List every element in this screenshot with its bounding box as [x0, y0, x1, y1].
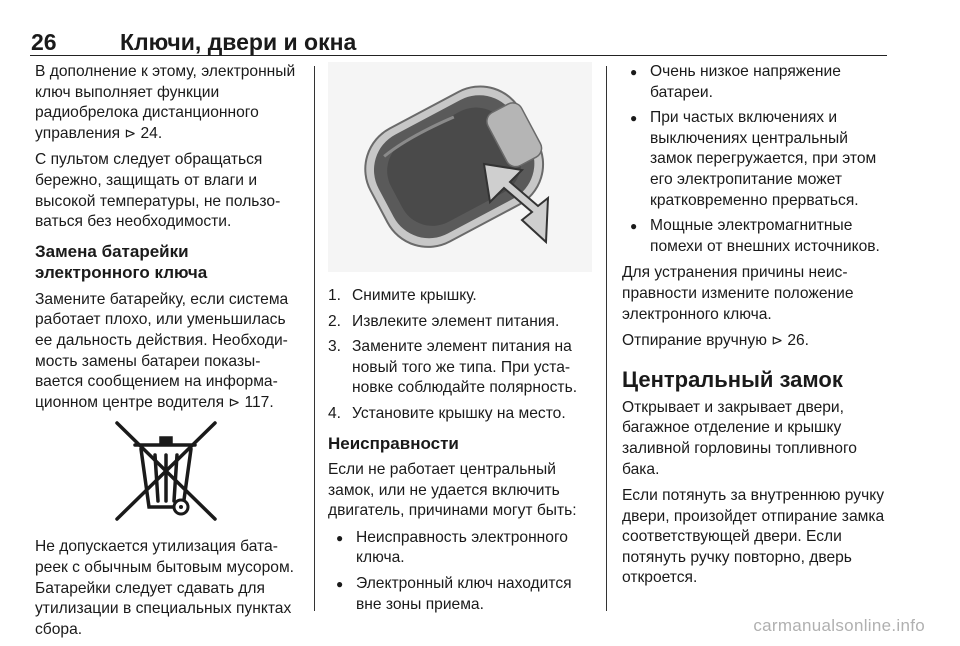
- column-2: [328, 62, 593, 621]
- column-1: [35, 62, 303, 646]
- cross-reference-icon: ⊳: [228, 394, 241, 411]
- list-item: 2. Извлеките элемент питания.: [328, 312, 560, 330]
- paragraph: Если не работает центральный замок, или не удается включить двигатель, причинами могут быть:: [328, 461, 577, 520]
- paragraph: Отпирание вручную ⊳ 26.: [622, 332, 810, 350]
- page-number: 26: [31, 29, 57, 55]
- cross-reference-page: 24.: [140, 124, 163, 142]
- crossed-out-bin-icon: [111, 419, 223, 523]
- list-item: 3. Замените элемент питания на новый того же типа. При установке соблюдайте полярность.: [328, 338, 578, 397]
- page-header: [30, 27, 887, 56]
- cross-reference-page: 117.: [244, 393, 274, 411]
- paragraph: Если потянуть за внутреннюю ручку двери, произойдет отпирание замка соответствующей двери. Если потянуть ручку повторно, дверь откроется.: [622, 487, 885, 587]
- list-item: ● Очень низкое напряжение батареи.: [622, 62, 890, 103]
- key-fob-battery-cover-illustration: [328, 62, 592, 272]
- list-item: 1. Снимите крышку.: [328, 287, 477, 304]
- page-title: Ключи, двери и окна: [120, 29, 357, 55]
- list-item: ● Электронный ключ находится вне зоны приема.: [328, 574, 593, 615]
- list-item: ● При частых включениях и выключениях центральный замок перегружается, при этом его электропитание может кратковременно прерваться.: [622, 108, 890, 211]
- paragraph: Не допускается утилизация батареек с обычным бытовым мусором. Батарейки следует сдавать для утилизации в специальных пунктах сбора.: [35, 538, 294, 638]
- list-item: ● Неисправность электронного ключа.: [328, 528, 593, 569]
- paragraph: Замените батарейку, если система работает плохо, или уменьшилась ее дальность действия. Необходимость замены батареи показывается сообщением на информационном центре водителя ⊳ 117.: [35, 290, 289, 411]
- cross-reference-page: 26.: [787, 332, 810, 350]
- watermark: carmanualsonline.info: [753, 616, 925, 635]
- cross-reference-icon: ⊳: [124, 125, 137, 142]
- bullet-list: [622, 62, 890, 257]
- paragraph: С пультом следует обращаться бережно, защищать от влаги и высокой температуры, не пользоваться без необходимости.: [35, 151, 281, 231]
- paragraph: Для устранения причины неисправности измените положение электронного ключа.: [622, 264, 854, 323]
- list-item: 4. Установите крышку на место.: [328, 404, 566, 422]
- paragraph: Открывает и закрывает двери, багажное отделение и крышку заливной горловины топливного бака.: [622, 398, 857, 478]
- column-divider-2: [606, 66, 607, 611]
- list-item: ● Мощные электромагнитные помехи от внешних источников.: [622, 216, 890, 257]
- column-3: [622, 62, 890, 595]
- steps-list: [328, 286, 593, 425]
- paragraph: В дополнение к этому, электронный ключ выполняет функции радиобрелока дистанционного управления ⊳ 24.: [35, 63, 296, 142]
- column-divider-1: [314, 66, 315, 611]
- section-heading: Центральный замок: [622, 366, 843, 392]
- bullet-list: [328, 528, 593, 615]
- section-heading: Замена батарейки электронного ключа: [35, 241, 208, 283]
- cross-reference-icon: ⊳: [771, 333, 783, 350]
- section-heading: Неисправности: [328, 433, 459, 453]
